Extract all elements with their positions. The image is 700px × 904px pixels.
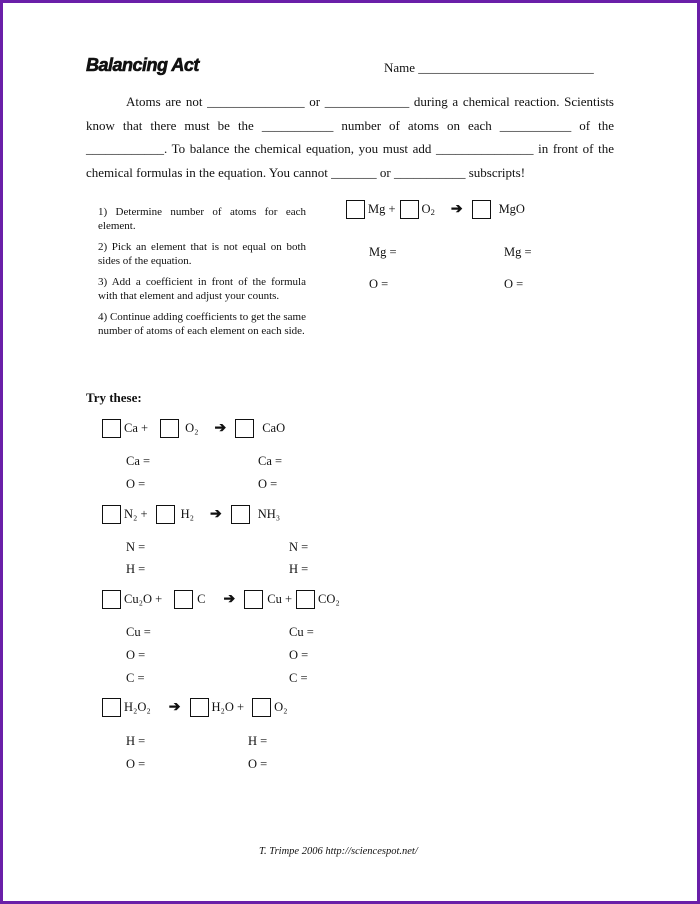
term: O₂ — [274, 700, 288, 714]
worksheet-title: Balancing Act — [86, 55, 199, 75]
count-label: C = — [289, 671, 308, 685]
term: CO₂ — [318, 592, 340, 606]
term: H₂O + — [211, 700, 245, 714]
count-label: O = — [126, 477, 146, 491]
term: C — [197, 592, 206, 606]
count-label: O = — [504, 277, 524, 291]
term: Mg + — [368, 202, 396, 216]
count-label: H = — [126, 562, 146, 576]
step-item: 4) Continue adding coefficients to get the same number of atoms of each element on each side. — [98, 311, 306, 337]
term-base: O — [421, 202, 431, 216]
count-label: N = — [126, 540, 146, 554]
problem-equation — [102, 419, 289, 438]
coefficient-box[interactable] — [160, 419, 179, 438]
count-label: O = — [258, 477, 278, 491]
count-label: H = — [248, 734, 268, 748]
coefficient-box[interactable] — [156, 505, 175, 524]
coefficient-box[interactable] — [244, 590, 263, 609]
arrow-icon: ➔ — [223, 592, 236, 607]
step-item: 1) Determine number of atoms for each element. — [98, 206, 306, 232]
count-label: H = — [289, 562, 309, 576]
name-field[interactable] — [384, 60, 594, 76]
count-label: C = — [126, 671, 145, 685]
coefficient-box[interactable] — [252, 698, 271, 717]
count-label: H = — [126, 734, 146, 748]
arrow-icon: ➔ — [214, 421, 227, 436]
count-label: O = — [248, 757, 268, 771]
count-label: O = — [126, 648, 146, 662]
coefficient-box[interactable] — [472, 200, 491, 219]
term: Cu + — [267, 592, 292, 606]
coefficient-box[interactable] — [400, 200, 419, 219]
coefficient-box[interactable] — [231, 505, 250, 524]
count-label: Ca = — [258, 454, 283, 468]
term: H₂ — [180, 507, 194, 521]
coefficient-box[interactable] — [190, 698, 209, 717]
term: MgO — [498, 202, 525, 216]
coefficient-box[interactable] — [174, 590, 193, 609]
step-item: 3) Add a coefficient in front of the formula with that element and adjust your counts. — [98, 276, 306, 302]
term: N₂ + — [124, 507, 148, 521]
count-label: O = — [126, 757, 146, 771]
coefficient-box[interactable] — [102, 698, 121, 717]
name-blank: ___________________________ — [418, 60, 594, 75]
arrow-icon: ➔ — [450, 202, 463, 217]
count-label: Mg = — [504, 245, 532, 259]
name-label: Name — [384, 60, 416, 75]
coefficient-box[interactable] — [346, 200, 365, 219]
step-item: 2) Pick an element that is not equal on both sides of the equation. — [98, 241, 306, 267]
arrow-icon: ➔ — [209, 507, 222, 522]
count-label: O = — [289, 648, 309, 662]
intro-paragraph — [86, 90, 614, 184]
count-label: Cu = — [289, 625, 314, 639]
term: O₂ — [185, 421, 199, 435]
try-these-heading: Try these: — [86, 390, 142, 405]
arrow-icon: ➔ — [168, 700, 181, 715]
term: NH₃ — [257, 507, 281, 521]
footer-credit: T. Trimpe 2006 http://sciencespot.net/ — [259, 846, 418, 857]
problem-equation — [102, 505, 284, 524]
intro-text: Atoms are not _______________ or _____________ during a chemical reaction. Scientists know that there must be the ___________ number of atoms on each ___________ of the ____________. To balance the chemical equation, you must add _______________ in front of the chemical formulas in the equation. You cannot _______ or ___________ subscripts! — [86, 94, 614, 180]
steps-list — [98, 205, 306, 345]
coefficient-box[interactable] — [102, 590, 121, 609]
count-label: O = — [369, 277, 389, 291]
term: Ca + — [124, 421, 149, 435]
coefficient-box[interactable] — [296, 590, 315, 609]
term-subscript: 2 — [430, 207, 435, 217]
count-label: Cu = — [126, 625, 151, 639]
problem-equation — [102, 590, 344, 609]
count-label: Ca = — [126, 454, 151, 468]
problem-equation — [102, 698, 292, 717]
coefficient-box[interactable] — [102, 419, 121, 438]
term: H₂O₂ — [124, 700, 151, 714]
example-equation — [346, 200, 529, 219]
term: CaO — [262, 421, 286, 435]
coefficient-box[interactable] — [235, 419, 254, 438]
term — [422, 202, 435, 217]
count-label: Mg = — [369, 245, 397, 259]
coefficient-box[interactable] — [102, 505, 121, 524]
term: Cu₂O + — [124, 592, 163, 606]
count-label: N = — [289, 540, 309, 554]
